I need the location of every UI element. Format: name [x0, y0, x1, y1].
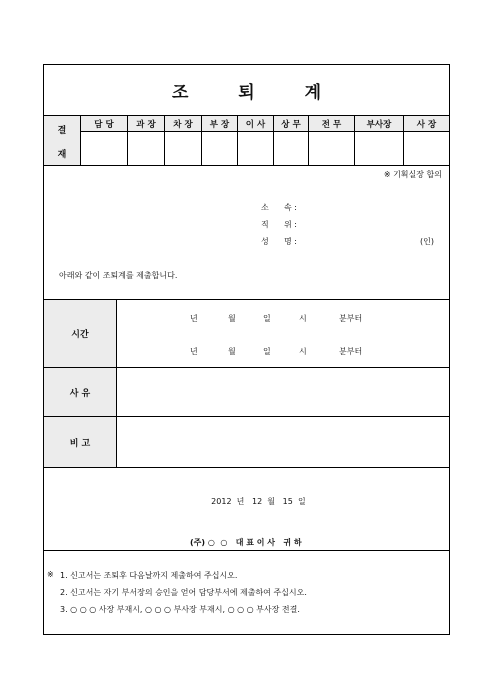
date-month-unit: 월 [267, 497, 276, 506]
date-month: 12 [252, 497, 263, 506]
approval-col-department-head: 부 장 [209, 119, 230, 130]
date-year: 2012 [211, 497, 232, 506]
time-to-month: 월 [228, 347, 236, 356]
time-to-year: 년 [190, 347, 198, 356]
seal-mark: (인) [420, 237, 434, 246]
name-label: 성 명 : [261, 237, 297, 246]
addressee: (주) ○ ○ 대 표 이 사 귀 하 [190, 538, 302, 547]
approval-label-top: 결 [57, 125, 67, 136]
footnote-mark: ※ [47, 570, 54, 579]
footnote-item: 1. 신고서는 조퇴후 다음날까지 제출하여 주십시오. [60, 571, 238, 580]
signature-box-president[interactable] [404, 132, 449, 165]
submission-date [201, 487, 306, 516]
divider [44, 550, 449, 551]
date-year-unit: 년 [236, 497, 245, 506]
affiliation-label: 소 속 : [261, 203, 297, 212]
approval-col-vice-president: 부사장 [366, 119, 392, 130]
footnote-item: 3. ○ ○ ○ 사장 부재시, ○ ○ ○ 부사장 부재시, ○ ○ ○ 부사장 전결. [60, 605, 300, 614]
signature-box-section-chief[interactable] [128, 132, 164, 165]
remarks-field[interactable] [117, 417, 449, 467]
submission-statement: 아래와 같이 조퇴계를 제출합니다. [59, 271, 178, 280]
approval-col-section-chief: 과 장 [136, 119, 156, 130]
date-day-unit: 일 [297, 497, 306, 506]
reason-field[interactable] [117, 368, 449, 416]
approval-col-deputy-chief: 차 장 [173, 119, 193, 130]
remarks-label: 비 고 [69, 438, 91, 449]
footnote-item: 2. 신고서는 자기 부서장의 승인을 얻어 담당부서에 제출하여 주십시오. [60, 588, 307, 597]
date-day: 15 [282, 497, 293, 506]
signature-box-managing-director[interactable] [274, 132, 308, 165]
time-label: 시간 [71, 330, 89, 340]
approval-col-manager: 담 당 [94, 119, 114, 130]
time-from-minute: 분부터 [339, 314, 363, 323]
time-from-year: 년 [190, 314, 198, 323]
approval-col-director: 이 사 [245, 119, 266, 130]
time-from-month: 월 [228, 314, 236, 323]
approval-label-bottom: 재 [57, 149, 67, 160]
time-to-hour: 시 [299, 347, 307, 356]
signature-box-deputy-chief[interactable] [165, 132, 201, 165]
approval-col-managing-director: 상 무 [281, 119, 301, 130]
signature-box-executive-director[interactable] [309, 132, 354, 165]
time-from-hour: 시 [299, 314, 307, 323]
signature-box-vice-president[interactable] [355, 132, 403, 165]
form-title: 조 퇴 계 [171, 82, 344, 103]
leave-early-form [43, 64, 450, 635]
signature-box-department-head[interactable] [202, 132, 237, 165]
signature-box-manager[interactable] [81, 132, 127, 165]
reason-label: 사 유 [69, 388, 91, 399]
approval-col-executive-director: 전 무 [321, 119, 342, 130]
planning-director-consent-note: ※ 기획실장 합의 [383, 170, 442, 179]
time-to-day: 일 [263, 347, 271, 356]
time-to-minute: 분부터 [339, 347, 363, 356]
signature-box-director[interactable] [238, 132, 273, 165]
time-from-day: 일 [263, 314, 271, 323]
approval-col-president: 사 장 [416, 119, 437, 130]
divider [44, 165, 449, 166]
divider [44, 467, 449, 468]
position-label: 직 위 : [261, 220, 297, 229]
